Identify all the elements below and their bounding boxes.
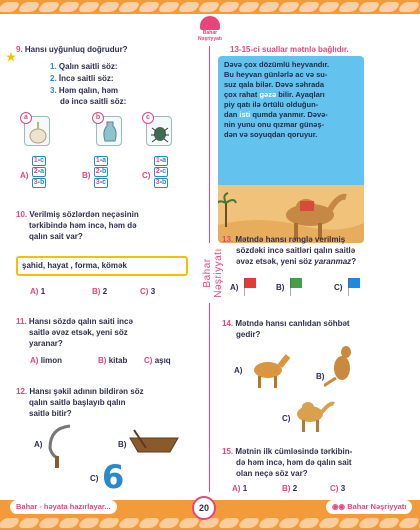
option-b-label[interactable]: B)	[82, 171, 91, 180]
question-line: əvəz etsək, yeni söz yaranmaz?	[236, 257, 357, 266]
answer-a[interactable]: A) 1	[30, 287, 46, 296]
question-line: Hansı sözdə qalın saiti incə	[28, 317, 133, 326]
border-wave	[97, 518, 121, 528]
pair: 1-a	[155, 157, 167, 164]
option-a-label[interactable]: A)	[20, 171, 29, 180]
question-number: 11.	[16, 317, 27, 326]
logo-text-1: Bahar	[202, 30, 218, 36]
boat-icon	[128, 428, 180, 456]
border-wave	[57, 518, 81, 528]
border-wave	[217, 518, 241, 528]
question-number: 15.	[222, 447, 234, 456]
question-line: saitlə bitir?	[29, 409, 72, 418]
picture-b	[96, 116, 122, 146]
question-9	[16, 44, 128, 55]
item-text: İncə saitli söz:	[58, 74, 114, 83]
question-line: Mətnin ilk cümləsində tərkibin-	[235, 447, 353, 456]
border-wave	[157, 518, 181, 528]
answer-a[interactable]: A) limon	[30, 356, 63, 365]
question-11	[16, 316, 133, 349]
border-wave	[57, 2, 81, 12]
border-wave	[357, 2, 381, 12]
question-13	[222, 234, 356, 267]
vertical-brand: Bahar Nəşriyyatı	[202, 243, 224, 303]
border-wave	[277, 2, 301, 12]
item-text: də incə saitli söz:	[60, 97, 127, 106]
horse-icon	[248, 350, 292, 390]
border-wave	[37, 518, 61, 528]
digit-six: 6	[102, 458, 125, 496]
border-wave	[17, 2, 41, 12]
question-line: tərkibində həm incə, həm də	[29, 221, 137, 230]
question-line: Mətndə hansı canlıdan söhbət	[235, 319, 350, 328]
picture-label: a	[20, 112, 32, 124]
item-number: 3.	[50, 86, 57, 95]
border-wave	[357, 518, 381, 528]
picture-a	[24, 116, 50, 146]
q9-item-3b	[60, 96, 126, 107]
answer-a[interactable]: A)	[34, 440, 43, 449]
question-12	[16, 386, 144, 419]
red-flag-icon	[244, 278, 258, 296]
pair: 2-c	[155, 168, 167, 175]
footer-brand: ◉◉ Bahar Nəşriyyatı	[326, 500, 412, 514]
answer-c[interactable]: C)	[90, 474, 99, 483]
pair: 2-b	[95, 168, 107, 175]
section-heading: 13-15-ci suallar mətnlə bağlıdır.	[230, 45, 349, 54]
answer-c[interactable]: C) aşıq	[144, 356, 171, 365]
item-number: 2.	[50, 74, 57, 83]
border-wave	[157, 2, 181, 12]
border-wave	[237, 2, 261, 12]
border-wave	[337, 518, 361, 528]
pair: 1-c	[33, 157, 45, 164]
border-wave	[17, 518, 41, 528]
star-icon	[6, 52, 16, 62]
border-wave	[257, 2, 281, 12]
border-wave	[177, 518, 201, 528]
answer-c[interactable]: C) 3	[330, 484, 346, 493]
camel-small-icon	[290, 394, 336, 434]
social-icons: ◉◉	[332, 502, 348, 511]
answer-b[interactable]: B) 2	[92, 287, 108, 296]
border-wave	[0, 2, 21, 12]
question-line: olan neçə söz var?	[236, 469, 308, 478]
answer-b[interactable]: B)	[276, 283, 285, 292]
q9-item-1	[50, 61, 118, 72]
border-wave	[77, 2, 101, 12]
q9-item-2	[50, 73, 114, 84]
border-wave	[177, 2, 201, 12]
border-wave	[0, 518, 21, 528]
question-line: qalın saitlə başlayıb qalın	[29, 398, 126, 407]
question-line: gedir?	[236, 330, 261, 339]
border-wave	[117, 2, 141, 12]
sickle-icon	[46, 422, 76, 470]
logo-icon	[200, 16, 220, 30]
answer-b[interactable]: B) 2	[282, 484, 298, 493]
question-line: qalın sait var?	[29, 232, 83, 241]
page-number: 20	[192, 496, 216, 520]
question-number: 9.	[16, 45, 23, 54]
question-text: Hansı uyğunluq doğrudur?	[24, 45, 128, 54]
pair: 3-b	[155, 179, 167, 186]
option-c-label[interactable]: C)	[142, 171, 151, 180]
footer-slogan: Bahar - həyata hazırlayar...	[10, 500, 117, 514]
blue-flag-icon	[348, 278, 362, 296]
question-line: Hansı şəkil adının bildirən söz	[29, 387, 144, 396]
logo-text-2: Nəşriyyatı	[198, 36, 222, 42]
question-number: 13.	[222, 235, 234, 244]
publisher-logo	[188, 16, 232, 42]
border-wave	[297, 2, 321, 12]
border-wave	[377, 518, 401, 528]
answer-a[interactable]: A)	[234, 366, 243, 375]
passage-text: Dəvə çox dözümlü heyvandır. Bu heyvan günlərlə ac və su- suz qala bilər. Dəvə səhrada çox rahat gəzə bilir. Ayaqları piy qatı ilə örtülü olduğun- dan isti qumda yanmır. Dəvə- nin yunu onu qızmar günəş- dən və soyuqdan qoruyur.	[224, 60, 330, 139]
pair: 2-a	[33, 168, 45, 175]
border-wave	[77, 518, 101, 528]
border-wave	[397, 518, 420, 528]
border-wave	[317, 2, 341, 12]
border-wave	[217, 2, 241, 12]
kangaroo-icon	[324, 340, 364, 388]
pair: 3-c	[95, 179, 107, 186]
item-text: Qalın saitli söz:	[58, 62, 118, 71]
border-wave	[137, 518, 161, 528]
green-flag-icon	[290, 278, 304, 296]
option-a-pairs[interactable]	[32, 156, 46, 189]
question-10	[16, 209, 139, 242]
border-wave	[297, 518, 321, 528]
border-wave	[137, 2, 161, 12]
question-line: sözdəki incə saitləri qalın saitlə	[236, 246, 356, 255]
question-line: saitlə əvəz etsək, yeni söz	[29, 328, 128, 337]
pair: 1-a	[95, 157, 107, 164]
q9-item-3	[50, 85, 118, 96]
question-line: Verilmiş sözlərdən neçəsinin	[29, 210, 139, 219]
pair: 3-b	[33, 179, 45, 186]
question-line: də həm incə, həm də qalın sait	[236, 458, 352, 467]
item-number: 1.	[50, 62, 57, 71]
question-number: 10.	[16, 210, 28, 219]
question-line: yaranar?	[29, 339, 63, 348]
picture-label: b	[92, 112, 104, 124]
border-wave	[397, 2, 420, 12]
item-text: Həm qalın, həm	[58, 86, 119, 95]
border-wave	[197, 2, 221, 12]
answer-c[interactable]: C)	[334, 283, 343, 292]
border-wave	[277, 518, 301, 528]
border-wave	[97, 2, 121, 12]
top-border	[0, 0, 420, 14]
answer-b[interactable]: B) kitab	[98, 356, 128, 365]
reading-passage	[218, 56, 364, 243]
border-wave	[257, 518, 281, 528]
answer-c[interactable]: C) 3	[140, 287, 156, 296]
picture-c	[146, 116, 172, 146]
border-wave	[117, 518, 141, 528]
answer-b[interactable]: B)	[316, 372, 325, 381]
answer-b[interactable]: B)	[118, 440, 127, 449]
border-wave	[237, 518, 261, 528]
picture-label: c	[142, 112, 154, 124]
question-number: 12.	[16, 387, 28, 396]
answer-c[interactable]: C)	[282, 414, 291, 423]
word-list-box: şahid, hayat , forma, kömək	[16, 256, 188, 276]
question-14	[222, 318, 350, 340]
border-wave	[337, 2, 361, 12]
border-wave	[37, 2, 61, 12]
border-wave	[317, 518, 341, 528]
question-line: Mətndə hansı rənglə verilmiş	[235, 235, 346, 244]
question-number: 14.	[222, 319, 234, 328]
border-wave	[377, 2, 401, 12]
question-15	[222, 446, 352, 479]
answer-a[interactable]: A)	[230, 283, 239, 292]
option-b-pairs[interactable]	[94, 156, 108, 189]
answer-a[interactable]: A) 1	[232, 484, 248, 493]
option-c-pairs[interactable]	[154, 156, 168, 189]
